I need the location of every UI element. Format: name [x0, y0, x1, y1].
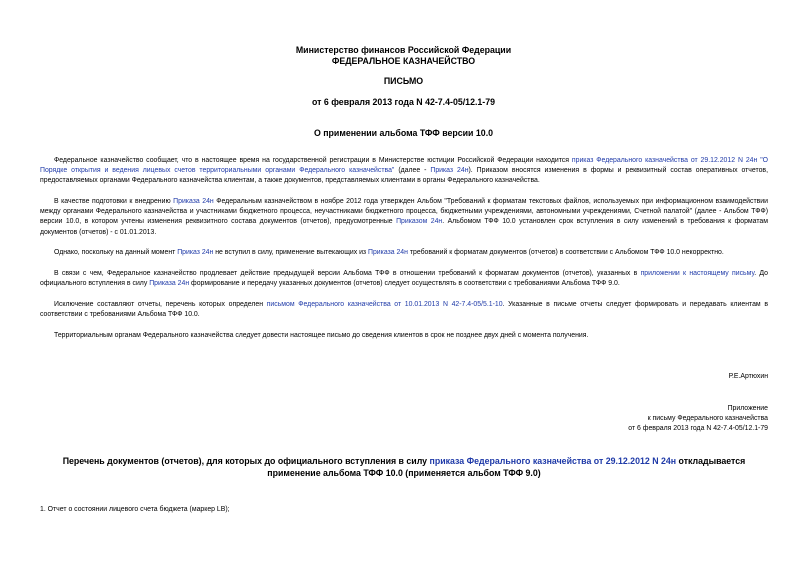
- paragraph-5: Исключение составляют отчеты, перечень которых определен письмом Федерального казначейства от 10.01.2013 N 42-7.4-05/5.1-10. Указанные в письме отчеты следует формировать и передавать клиентам в соответствии с требованиями Альбома ТФФ 10.0.: [40, 301, 768, 319]
- list-title: Перечень документов (отчетов), для которых до официального вступления в силу приказа Федерального казначейства от 29.12.2012 N 24н откладывается применение альбома ТФФ 10.0 (применяется альбом ТФФ 9.0): [62, 456, 746, 478]
- paragraph-4: В связи с чем, Федеральное казначейство продлевает действие предыдущей версии Альбома ТФФ в отношении требований к форматам документов (отчетов), указанных в приложении к настоящему письму. До официального вступления в силу Приказа 24н формирование и передачу указанных документов (отчетов) следует осуществлять в соответствии с требованиями Альбома ТФФ 9.0.: [40, 270, 768, 288]
- ministry-name: Министерство финансов Российской Федерации: [295, 45, 512, 55]
- appendix-link[interactable]: приложении к настоящему письму: [640, 270, 755, 277]
- order-24n-link[interactable]: Приказом 24н: [396, 218, 443, 226]
- order-24n-link[interactable]: Приказа 24н: [368, 249, 408, 256]
- document-date-number: от 6 февраля 2013 года N 42-7.4-05/12.1-79: [311, 97, 496, 107]
- agency-name: ФЕДЕРАЛЬНОЕ КАЗНАЧЕЙСТВО: [331, 56, 476, 66]
- document-type: ПИСЬМО: [383, 76, 424, 86]
- appendix-line-3: от 6 февраля 2013 года N 42-7.4-05/12.1-79: [628, 425, 768, 432]
- order-24n-link[interactable]: Приказа 24н: [173, 198, 214, 205]
- paragraph-1: Федеральное казначейство сообщает, что в настоящее время на государственной регистрации в Министерстве юстиции Российской Федерации находится приказ Федерального казначейства от 29.12.2012 N 24н "О Порядке открытия и ведения лицевых счетов территориальными органами Федерального казначейства" (далее - Приказ 24н). Приказом вносятся изменения в формы и реквизитный состав оперативных отчетов, предоставляемых органами Федерального казначейства клиентам, а также документов, представляемых клиентами в органы Федерального казначейства.: [40, 157, 768, 185]
- order-24n-link[interactable]: Приказ 24н: [177, 249, 214, 256]
- paragraph-6: Территориальным органам Федерального казначейства следует довести настоящее письмо до сведения клиентов в срок не позднее двух дней с момента получения.: [54, 332, 589, 339]
- appendix-line-2: к письму Федерального казначейства: [647, 415, 768, 422]
- order-24n-short-link[interactable]: Приказ 24н: [430, 167, 469, 175]
- appendix-line-1: Приложение: [727, 405, 768, 412]
- list-item: 1. Отчет о состоянии лицевого счета бюджета (маркер LB);: [40, 506, 230, 513]
- order-24n-link[interactable]: приказ Федерального казначейства от 29.12.2012 N 24н "О Порядке открытия и ведения лицевых счетов территориальными органами Федерального казначейства": [40, 157, 768, 175]
- signature: Р.Е.Артюхин: [728, 373, 768, 380]
- treasury-letter-link[interactable]: письмом Федерального казначейства от 10.01.2013 N 42-7.4-05/5.1-10: [266, 301, 503, 308]
- paragraph-2: В качестве подготовки к внедрению Приказа 24н Федеральным казначейством в ноябре 2012 года утвержден Альбом "Требований к форматам текстовых файлов, используемых при информационном взаимодействии между органами Федерального казначейства и участниками бюджетного процесса, неучастниками бюджетного процесса, бюджетными учреждениями, автономными учреждениями, Счетной палатой" (далее - Альбом ТФФ) версии 10.0, в котором учтены изменения реквизитного состава документов (отчетов), предусмотренные Приказом 24н. Альбомом ТФФ 10.0 установлен срок вступления в силу изменений в требования к форматам документов (отчетов) - с 01.01.2013.: [40, 198, 768, 236]
- paragraph-3: Однако, поскольку на данный момент Приказ 24н не вступил в силу, применение вытекающих из Приказа 24н требований к форматам документов (отчетов) в соответствии с Альбомом ТФФ 10.0 некорректно.: [54, 249, 724, 256]
- order-24n-link[interactable]: Приказа 24н: [149, 280, 190, 288]
- document-subject: О применении альбома ТФФ версии 10.0: [313, 128, 494, 138]
- order-24n-link[interactable]: приказа Федерального казначейства от 29.12.2012 N 24н: [429, 456, 677, 466]
